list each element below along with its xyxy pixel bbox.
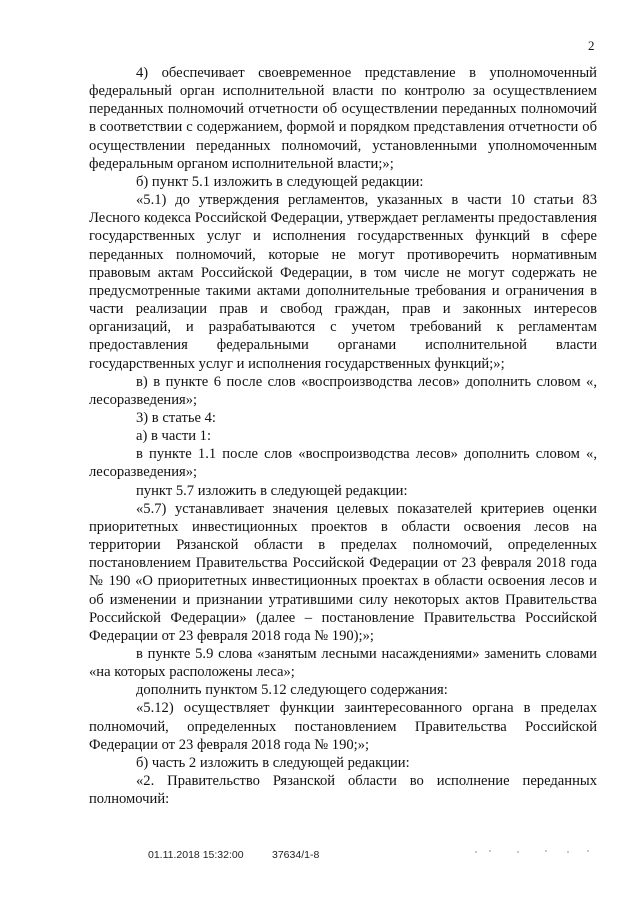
scan-noise-marks bbox=[470, 846, 610, 856]
paragraph-item-5-9: в пункте 5.9 слова «занятым лесными насаждениями» заменить словами «на которых расположены леса»; bbox=[89, 646, 597, 681]
paragraph-item-v-6: в) в пункте 6 после слов «воспроизводства лесов» дополнить словом «, лесоразведения»; bbox=[89, 373, 597, 408]
paragraph-item-5-12: дополнить пунктом 5.12 следующего содержания: bbox=[136, 682, 448, 699]
paragraph-item-5-7: пункт 5.7 изложить в следующей редакции: bbox=[136, 482, 408, 499]
paragraph-item-b-5-1: б) пункт 5.1 изложить в следующей редакции: bbox=[136, 173, 424, 190]
document-body bbox=[89, 64, 597, 808]
paragraph-item-b-part-2: б) часть 2 изложить в следующей редакции: bbox=[136, 754, 410, 771]
paragraph-item-1-1: в пункте 1.1 после слов «воспроизводства лесов» дополнить словом «, лесоразведения»; bbox=[89, 446, 597, 481]
paragraph-quote-5-1: «5.1) до утверждения регламентов, указанных в части 10 статьи 83 Лесного кодекса Российской Федерации, утверждает регламенты предоставления государственных услуг и исполнения государственных функций в сфере переданных полномочий, которые не могут противоречить нормативным правовым актам Российской Федерации, в том числе не могут содержать не предусмотренные такими актами дополнительные требования и ограничения в части реализации прав и свобод граждан, прав и законных интересов организаций, и разрабатываются с учетом требований к регламентам предоставления федеральными органами исполнительной власти государственных услуг и исполнения государственных функций;»; bbox=[89, 192, 597, 372]
paragraph-quote-5-12: «5.12) осуществляет функции заинтересованного органа в пределах полномочий, определенных постановлением Правительства Российской Федерации от 23 февраля 2018 года № 190;»; bbox=[89, 700, 597, 753]
paragraph-item-a: а) в части 1: bbox=[136, 428, 212, 445]
footer-timestamp: 01.11.2018 15:32:00 bbox=[148, 849, 244, 861]
footer-document-number: 37634/1-8 bbox=[272, 849, 320, 861]
paragraph-quote-5-7: «5.7) устанавливает значения целевых показателей критериев оценки приоритетных инвестиционных проектов в области освоения лесов на территории Рязанской области в пределах полномочий, определенных постановлением Правительства Российской Федерации от 23 февраля 2018 года № 190 «О приоритетных инвестиционных проектах в области освоения лесов и об изменении и признании утратившими силу некоторых актов Правительства Российской Федерации» (далее – постановление Правительства Российской Федерации от 23 февраля 2018 года № 190);»; bbox=[89, 500, 597, 644]
page-number: 2 bbox=[588, 38, 595, 53]
paragraph-item-4: 4) обеспечивает своевременное представление в уполномоченный федеральный орган исполнительной власти по контролю за осуществлением переданных полномочий отчетности об осуществлении переданных полномочий в соответствии с содержанием, формой и порядком представления отчетности об осуществлении переданных полномочий, установленными уполномоченным федеральным органом исполнительной власти;»; bbox=[89, 65, 597, 172]
paragraph-quote-part-2: «2. Правительство Рязанской области во исполнение переданных полномочий: bbox=[89, 773, 597, 808]
paragraph-item-3: 3) в статье 4: bbox=[136, 409, 216, 426]
